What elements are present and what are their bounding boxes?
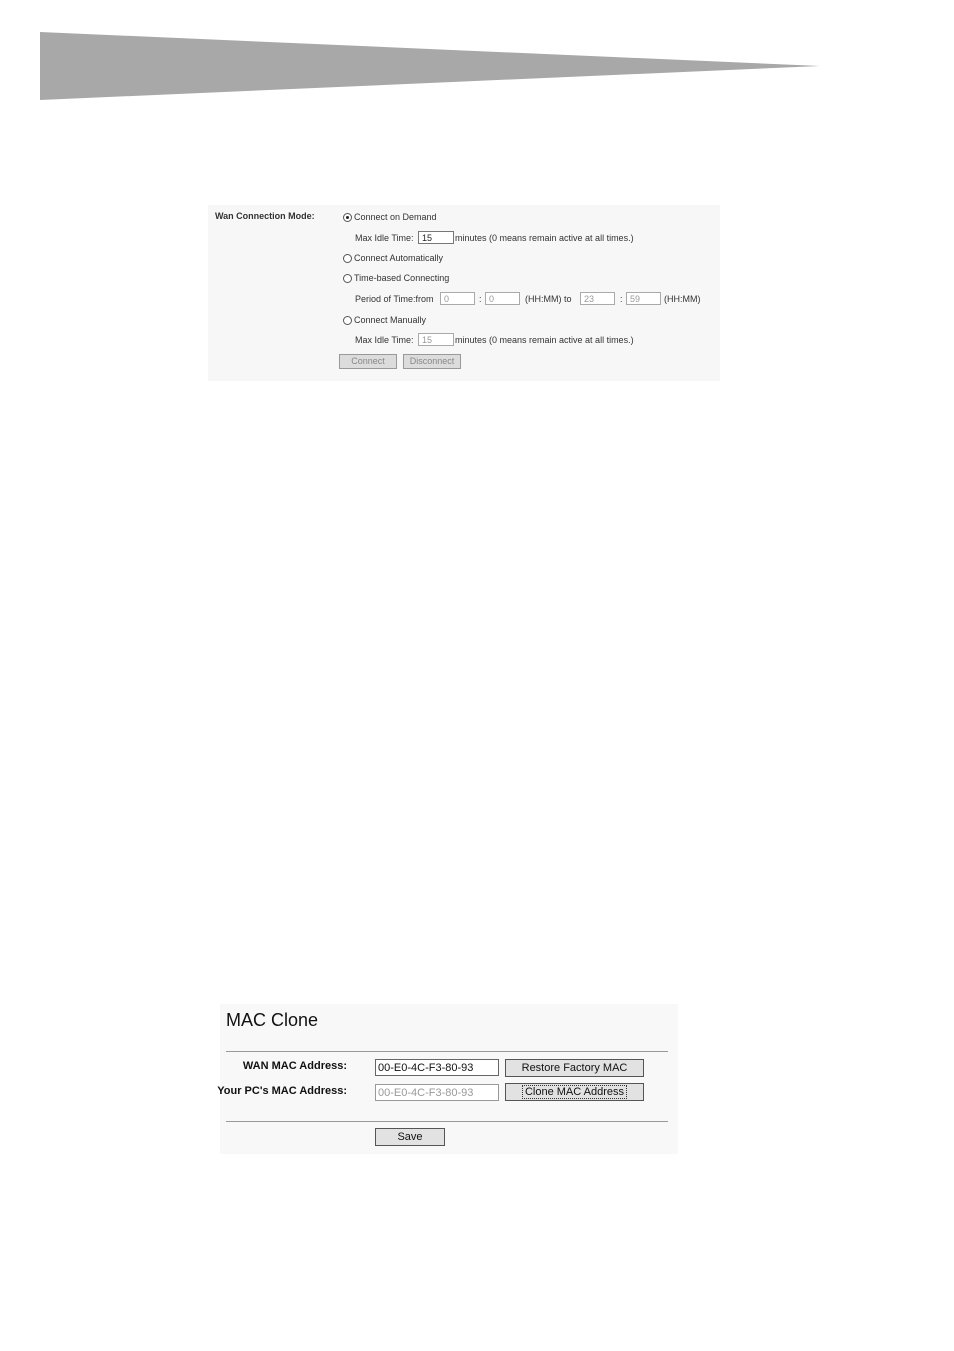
mac-clone-panel — [217, 1004, 678, 1154]
header-banner — [40, 32, 820, 100]
hhmm-to-label: (HH:MM) to — [525, 294, 572, 304]
wan-connection-panel — [208, 205, 720, 381]
wan-mac-address-label: WAN MAC Address: — [242, 1060, 347, 1072]
to-hour-input[interactable] — [580, 292, 615, 305]
disconnect-button[interactable]: Disconnect — [403, 354, 461, 369]
hhmm-label: (HH:MM) — [664, 294, 701, 304]
time-based-connecting-label: Time-based Connecting — [354, 273, 450, 283]
connect-on-demand-label: Connect on Demand — [354, 212, 437, 222]
wan-mac-address-input[interactable] — [375, 1059, 499, 1076]
pc-mac-address-input[interactable] — [375, 1084, 499, 1101]
connect-manually-label: Connect Manually — [354, 315, 427, 325]
restore-factory-mac-button[interactable]: Restore Factory MAC — [505, 1059, 644, 1077]
max-idle-time-hint: minutes (0 means remain active at all times.) — [455, 233, 634, 243]
max-idle-time-input[interactable] — [418, 231, 454, 244]
from-minute-input[interactable] — [485, 292, 520, 305]
save-button[interactable]: Save — [375, 1128, 445, 1146]
connect-button[interactable]: Connect — [339, 354, 397, 369]
max-idle-time-input-2[interactable] — [418, 333, 454, 346]
connect-on-demand-radio[interactable] — [343, 213, 352, 222]
wan-connection-mode-label: Wan Connection Mode: — [215, 211, 315, 221]
connect-manually-radio[interactable] — [343, 316, 352, 325]
top-divider — [226, 1051, 668, 1052]
clone-mac-address-button[interactable] — [505, 1083, 644, 1101]
period-of-time-label: Period of Time:from — [355, 294, 434, 304]
page-title: MAC Clone — [226, 1010, 319, 1030]
connect-automatically-label: Connect Automatically — [354, 253, 444, 263]
to-minute-input[interactable] — [626, 292, 661, 305]
from-colon: : — [479, 294, 482, 304]
time-based-connecting-radio[interactable] — [343, 274, 352, 283]
max-idle-time-label: Max Idle Time: — [355, 233, 414, 243]
max-idle-time-hint-2: minutes (0 means remain active at all times.) — [455, 335, 634, 345]
clone-mac-address-label: Clone MAC Address — [524, 1086, 625, 1098]
bottom-divider — [226, 1121, 668, 1122]
from-hour-input[interactable] — [440, 292, 475, 305]
to-colon: : — [620, 294, 623, 304]
pc-mac-address-label: Your PC's MAC Address: — [217, 1085, 347, 1097]
max-idle-time-label-2: Max Idle Time: — [355, 335, 414, 345]
connect-automatically-radio[interactable] — [343, 254, 352, 263]
